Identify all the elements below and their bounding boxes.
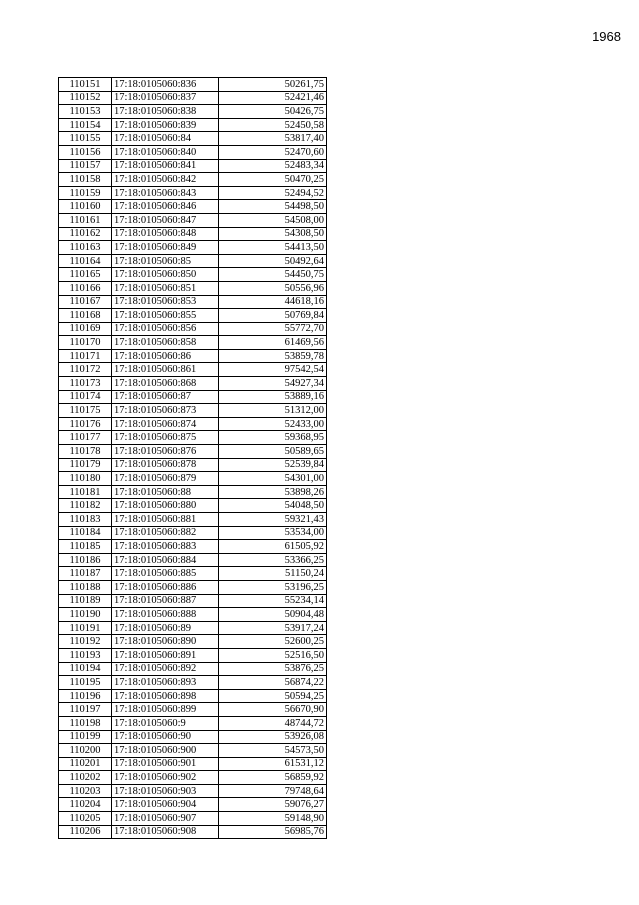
cadastral-number-cell: 17:18:0105060:873 — [112, 404, 219, 418]
cadastral-value-cell: 50904,48 — [219, 608, 327, 622]
cadastral-number-cell: 17:18:0105060:848 — [112, 227, 219, 241]
cadastral-number-cell: 17:18:0105060:856 — [112, 322, 219, 336]
cadastral-number-cell: 17:18:0105060:876 — [112, 445, 219, 459]
cadastral-value-cell: 97542,54 — [219, 363, 327, 377]
row-number-cell: 110185 — [59, 540, 112, 554]
row-number-cell: 110159 — [59, 186, 112, 200]
cadastral-value-cell: 54927,34 — [219, 377, 327, 391]
cadastral-value-cell: 61531,12 — [219, 757, 327, 771]
row-number-cell: 110177 — [59, 431, 112, 445]
table-row — [59, 716, 327, 730]
row-number-cell: 110182 — [59, 499, 112, 513]
table-row — [59, 309, 327, 323]
table-row — [59, 812, 327, 826]
row-number-cell: 110205 — [59, 812, 112, 826]
row-number-cell: 110163 — [59, 241, 112, 255]
table-row — [59, 608, 327, 622]
row-number-cell: 110157 — [59, 159, 112, 173]
table-body — [59, 78, 327, 839]
table-row — [59, 417, 327, 431]
cadastral-number-cell: 17:18:0105060:9 — [112, 716, 219, 730]
table-row — [59, 485, 327, 499]
cadastral-number-cell: 17:18:0105060:838 — [112, 105, 219, 119]
table-row — [59, 268, 327, 282]
table-row — [59, 513, 327, 527]
table-row — [59, 200, 327, 214]
cadastral-number-cell: 17:18:0105060:880 — [112, 499, 219, 513]
cadastral-number-cell: 17:18:0105060:899 — [112, 703, 219, 717]
cadastral-number-cell: 17:18:0105060:839 — [112, 118, 219, 132]
cadastral-number-cell: 17:18:0105060:883 — [112, 540, 219, 554]
table-row — [59, 227, 327, 241]
cadastral-number-cell: 17:18:0105060:846 — [112, 200, 219, 214]
cadastral-number-cell: 17:18:0105060:847 — [112, 213, 219, 227]
cadastral-value-cell: 48744,72 — [219, 716, 327, 730]
table-row — [59, 404, 327, 418]
row-number-cell: 110183 — [59, 513, 112, 527]
row-number-cell: 110161 — [59, 213, 112, 227]
cadastral-value-cell: 56670,90 — [219, 703, 327, 717]
cadastral-value-cell: 51312,00 — [219, 404, 327, 418]
cadastral-value-cell: 53889,16 — [219, 390, 327, 404]
table-row — [59, 118, 327, 132]
cadastral-value-cell: 79748,64 — [219, 784, 327, 798]
row-number-cell: 110193 — [59, 648, 112, 662]
cadastral-value-cell: 53817,40 — [219, 132, 327, 146]
row-number-cell: 110180 — [59, 472, 112, 486]
table-row — [59, 254, 327, 268]
cadastral-number-cell: 17:18:0105060:887 — [112, 594, 219, 608]
row-number-cell: 110153 — [59, 105, 112, 119]
row-number-cell: 110202 — [59, 771, 112, 785]
table-row — [59, 784, 327, 798]
cadastral-value-cell: 53196,25 — [219, 580, 327, 594]
row-number-cell: 110188 — [59, 580, 112, 594]
cadastral-value-cell: 54301,00 — [219, 472, 327, 486]
cadastral-number-cell: 17:18:0105060:841 — [112, 159, 219, 173]
row-number-cell: 110195 — [59, 676, 112, 690]
cadastral-value-cell: 55234,14 — [219, 594, 327, 608]
table-row — [59, 744, 327, 758]
row-number-cell: 110170 — [59, 336, 112, 350]
cadastral-value-cell: 50589,65 — [219, 445, 327, 459]
table-row — [59, 159, 327, 173]
row-number-cell: 110166 — [59, 281, 112, 295]
row-number-cell: 110172 — [59, 363, 112, 377]
cadastral-number-cell: 17:18:0105060:851 — [112, 281, 219, 295]
cadastral-value-cell: 54308,50 — [219, 227, 327, 241]
table-row — [59, 281, 327, 295]
cadastral-number-cell: 17:18:0105060:893 — [112, 676, 219, 690]
table-row — [59, 648, 327, 662]
cadastral-number-cell: 17:18:0105060:85 — [112, 254, 219, 268]
cadastral-value-cell: 61505,92 — [219, 540, 327, 554]
row-number-cell: 110192 — [59, 635, 112, 649]
cadastral-value-cell: 59368,95 — [219, 431, 327, 445]
row-number-cell: 110160 — [59, 200, 112, 214]
cadastral-value-cell: 50426,75 — [219, 105, 327, 119]
cadastral-value-cell: 54048,50 — [219, 499, 327, 513]
row-number-cell: 110171 — [59, 349, 112, 363]
cadastral-value-cell: 53898,26 — [219, 485, 327, 499]
table-row — [59, 377, 327, 391]
cadastral-number-cell: 17:18:0105060:88 — [112, 485, 219, 499]
cadastral-number-cell: 17:18:0105060:842 — [112, 173, 219, 187]
cadastral-value-cell: 52600,25 — [219, 635, 327, 649]
cadastral-value-cell: 50492,64 — [219, 254, 327, 268]
row-number-cell: 110178 — [59, 445, 112, 459]
row-number-cell: 110164 — [59, 254, 112, 268]
table-row — [59, 825, 327, 839]
cadastral-number-cell: 17:18:0105060:86 — [112, 349, 219, 363]
row-number-cell: 110169 — [59, 322, 112, 336]
table-row — [59, 662, 327, 676]
table-row — [59, 78, 327, 92]
cadastral-number-cell: 17:18:0105060:850 — [112, 268, 219, 282]
table-row — [59, 105, 327, 119]
table-row — [59, 499, 327, 513]
row-number-cell: 110155 — [59, 132, 112, 146]
row-number-cell: 110173 — [59, 377, 112, 391]
row-number-cell: 110203 — [59, 784, 112, 798]
cadastral-number-cell: 17:18:0105060:898 — [112, 689, 219, 703]
table-row — [59, 336, 327, 350]
cadastral-number-cell: 17:18:0105060:84 — [112, 132, 219, 146]
table-row — [59, 526, 327, 540]
row-number-cell: 110181 — [59, 485, 112, 499]
cadastral-value-cell: 54450,75 — [219, 268, 327, 282]
page-number: 1968 — [592, 29, 621, 44]
row-number-cell: 110199 — [59, 730, 112, 744]
cadastral-value-cell: 52421,46 — [219, 91, 327, 105]
table-row — [59, 553, 327, 567]
cadastral-number-cell: 17:18:0105060:884 — [112, 553, 219, 567]
row-number-cell: 110197 — [59, 703, 112, 717]
table-row — [59, 771, 327, 785]
cadastral-value-cell: 55772,70 — [219, 322, 327, 336]
cadastral-value-cell: 54498,50 — [219, 200, 327, 214]
table-row — [59, 322, 327, 336]
cadastral-number-cell: 17:18:0105060:881 — [112, 513, 219, 527]
cadastral-number-cell: 17:18:0105060:840 — [112, 145, 219, 159]
table-row — [59, 363, 327, 377]
row-number-cell: 110168 — [59, 309, 112, 323]
row-number-cell: 110152 — [59, 91, 112, 105]
table-row — [59, 472, 327, 486]
cadastral-value-cell: 54508,00 — [219, 213, 327, 227]
cadastral-number-cell: 17:18:0105060:837 — [112, 91, 219, 105]
cadastral-number-cell: 17:18:0105060:878 — [112, 458, 219, 472]
cadastral-number-cell: 17:18:0105060:902 — [112, 771, 219, 785]
cadastral-value-cell: 52494,52 — [219, 186, 327, 200]
table-row — [59, 390, 327, 404]
row-number-cell: 110176 — [59, 417, 112, 431]
cadastral-number-cell: 17:18:0105060:843 — [112, 186, 219, 200]
cadastral-number-cell: 17:18:0105060:879 — [112, 472, 219, 486]
cadastral-value-cell: 52433,00 — [219, 417, 327, 431]
cadastral-value-cell: 61469,56 — [219, 336, 327, 350]
row-number-cell: 110201 — [59, 757, 112, 771]
row-number-cell: 110190 — [59, 608, 112, 622]
cadastral-number-cell: 17:18:0105060:904 — [112, 798, 219, 812]
table-row — [59, 241, 327, 255]
cadastral-number-cell: 17:18:0105060:836 — [112, 78, 219, 92]
cadastral-number-cell: 17:18:0105060:907 — [112, 812, 219, 826]
row-number-cell: 110194 — [59, 662, 112, 676]
row-number-cell: 110191 — [59, 621, 112, 635]
row-number-cell: 110162 — [59, 227, 112, 241]
row-number-cell: 110175 — [59, 404, 112, 418]
table-row — [59, 580, 327, 594]
cadastral-value-cell: 50261,75 — [219, 78, 327, 92]
cadastral-value-cell: 53534,00 — [219, 526, 327, 540]
cadastral-number-cell: 17:18:0105060:888 — [112, 608, 219, 622]
cadastral-number-cell: 17:18:0105060:900 — [112, 744, 219, 758]
table-row — [59, 798, 327, 812]
cadastral-value-cell: 52516,50 — [219, 648, 327, 662]
table-row — [59, 635, 327, 649]
table-row — [59, 132, 327, 146]
row-number-cell: 110186 — [59, 553, 112, 567]
cadastral-number-cell: 17:18:0105060:891 — [112, 648, 219, 662]
row-number-cell: 110174 — [59, 390, 112, 404]
cadastral-number-cell: 17:18:0105060:868 — [112, 377, 219, 391]
table-row — [59, 594, 327, 608]
row-number-cell: 110167 — [59, 295, 112, 309]
table-row — [59, 91, 327, 105]
row-number-cell: 110200 — [59, 744, 112, 758]
row-number-cell: 110184 — [59, 526, 112, 540]
row-number-cell: 110179 — [59, 458, 112, 472]
table-row — [59, 173, 327, 187]
cadastral-number-cell: 17:18:0105060:890 — [112, 635, 219, 649]
cadastral-number-cell: 17:18:0105060:89 — [112, 621, 219, 635]
cadastral-value-cell: 44618,16 — [219, 295, 327, 309]
cadastral-number-cell: 17:18:0105060:861 — [112, 363, 219, 377]
cadastral-number-cell: 17:18:0105060:908 — [112, 825, 219, 839]
cadastral-number-cell: 17:18:0105060:849 — [112, 241, 219, 255]
cadastral-number-cell: 17:18:0105060:901 — [112, 757, 219, 771]
table-row — [59, 431, 327, 445]
cadastral-number-cell: 17:18:0105060:858 — [112, 336, 219, 350]
cadastral-value-cell: 50556,96 — [219, 281, 327, 295]
table-row — [59, 349, 327, 363]
table-row — [59, 213, 327, 227]
cadastral-number-cell: 17:18:0105060:874 — [112, 417, 219, 431]
cadastral-value-cell: 50594,25 — [219, 689, 327, 703]
cadastral-value-cell: 53859,78 — [219, 349, 327, 363]
table-row — [59, 458, 327, 472]
table-row — [59, 295, 327, 309]
table-row — [59, 676, 327, 690]
cadastral-value-cell: 54413,50 — [219, 241, 327, 255]
table-row — [59, 689, 327, 703]
cadastral-value-cell: 53366,25 — [219, 553, 327, 567]
row-number-cell: 110204 — [59, 798, 112, 812]
row-number-cell: 110189 — [59, 594, 112, 608]
cadastral-value-cell: 56985,76 — [219, 825, 327, 839]
table-row — [59, 567, 327, 581]
cadastral-value-cell: 52470,60 — [219, 145, 327, 159]
cadastral-number-cell: 17:18:0105060:87 — [112, 390, 219, 404]
cadastral-value-cell: 54573,50 — [219, 744, 327, 758]
table-row — [59, 186, 327, 200]
row-number-cell: 110156 — [59, 145, 112, 159]
cadastral-number-cell: 17:18:0105060:882 — [112, 526, 219, 540]
table-row — [59, 703, 327, 717]
cadastral-value-cell: 56859,92 — [219, 771, 327, 785]
row-number-cell: 110187 — [59, 567, 112, 581]
row-number-cell: 110206 — [59, 825, 112, 839]
cadastral-value-cell: 59076,27 — [219, 798, 327, 812]
cadastral-number-cell: 17:18:0105060:892 — [112, 662, 219, 676]
cadastral-value-cell: 50769,84 — [219, 309, 327, 323]
table-row — [59, 621, 327, 635]
row-number-cell: 110154 — [59, 118, 112, 132]
cadastral-value-cell: 51150,24 — [219, 567, 327, 581]
cadastral-value-cell: 50470,25 — [219, 173, 327, 187]
cadastral-number-cell: 17:18:0105060:855 — [112, 309, 219, 323]
cadastral-number-cell: 17:18:0105060:875 — [112, 431, 219, 445]
cadastral-value-cell: 56874,22 — [219, 676, 327, 690]
cadastral-number-cell: 17:18:0105060:90 — [112, 730, 219, 744]
cadastral-number-cell: 17:18:0105060:886 — [112, 580, 219, 594]
cadastral-value-table — [58, 77, 327, 839]
row-number-cell: 110151 — [59, 78, 112, 92]
cadastral-number-cell: 17:18:0105060:885 — [112, 567, 219, 581]
row-number-cell: 110165 — [59, 268, 112, 282]
cadastral-value-cell: 52450,58 — [219, 118, 327, 132]
table-row — [59, 540, 327, 554]
row-number-cell: 110158 — [59, 173, 112, 187]
row-number-cell: 110196 — [59, 689, 112, 703]
cadastral-value-cell: 59321,43 — [219, 513, 327, 527]
table-row — [59, 730, 327, 744]
cadastral-value-cell: 52539,84 — [219, 458, 327, 472]
table-row — [59, 445, 327, 459]
cadastral-value-cell: 59148,90 — [219, 812, 327, 826]
table-row — [59, 145, 327, 159]
cadastral-value-cell: 52483,34 — [219, 159, 327, 173]
cadastral-number-cell: 17:18:0105060:853 — [112, 295, 219, 309]
cadastral-value-cell: 53926,08 — [219, 730, 327, 744]
table-row — [59, 757, 327, 771]
row-number-cell: 110198 — [59, 716, 112, 730]
cadastral-value-cell: 53917,24 — [219, 621, 327, 635]
cadastral-value-cell: 53876,25 — [219, 662, 327, 676]
cadastral-number-cell: 17:18:0105060:903 — [112, 784, 219, 798]
